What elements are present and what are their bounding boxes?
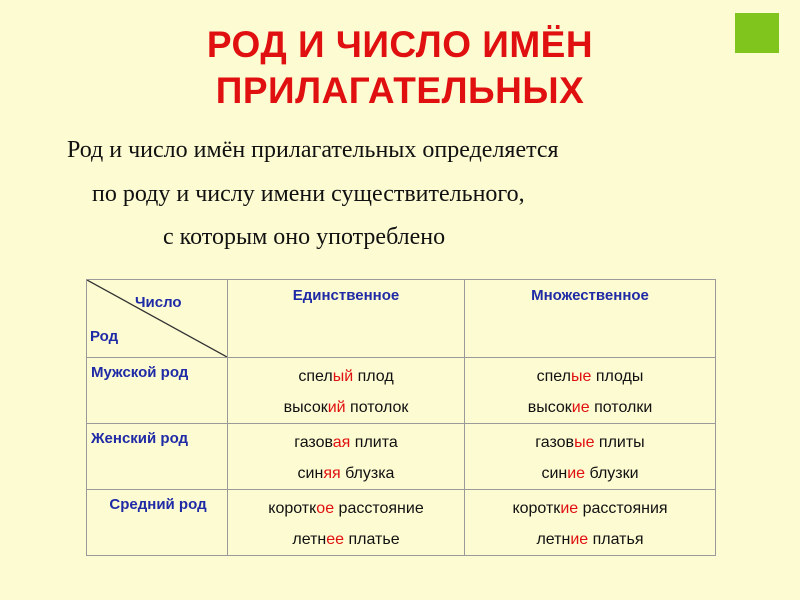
- adjective-ending: ие: [560, 500, 579, 517]
- cell-feminine-singular: [228, 424, 465, 490]
- example-phrase: синие блузки: [541, 465, 639, 482]
- table-corner-cell: [87, 280, 228, 358]
- page-title: [0, 22, 800, 114]
- row-label-feminine: Женский род: [87, 424, 228, 490]
- adjective-ending: ие: [567, 465, 586, 482]
- diagonal-divider: [87, 280, 227, 357]
- table-header-row: [87, 280, 716, 358]
- gender-number-table: [86, 279, 716, 556]
- corner-label-gender: Род: [90, 328, 119, 345]
- adjective-ending: яя: [323, 465, 341, 482]
- example-phrase: спелые плоды: [536, 368, 644, 385]
- example-phrase: летнее платье: [292, 531, 400, 548]
- corner-label-number: Число: [135, 294, 182, 311]
- cell-feminine-plural: [465, 424, 716, 490]
- example-phrase: высокий потолок: [283, 399, 409, 416]
- adjective-ending: ий: [327, 399, 346, 416]
- header-singular: Единственное: [228, 280, 465, 358]
- cell-neuter-plural: [465, 490, 716, 556]
- example-phrase: спелый плод: [298, 368, 394, 385]
- intro-line-2: по роду и числу имени существительного,: [92, 181, 525, 207]
- adjective-ending: ие: [571, 399, 590, 416]
- adjective-ending: ые: [570, 368, 592, 385]
- cell-masculine-plural: [465, 358, 716, 424]
- example-phrase: короткое расстояние: [268, 500, 424, 517]
- example-phrase: газовые плиты: [535, 434, 645, 451]
- header-plural: Множественное: [465, 280, 716, 358]
- row-label-masculine: Мужской род: [87, 358, 228, 424]
- title-line-1: РОД И ЧИСЛО ИМЁН: [206, 24, 594, 65]
- adjective-ending: ое: [316, 500, 335, 517]
- row-label-neuter: Средний род: [87, 490, 228, 556]
- cell-neuter-singular: [228, 490, 465, 556]
- cell-masculine-singular: [228, 358, 465, 424]
- adjective-ending: ие: [570, 531, 589, 548]
- example-phrase: короткие расстояния: [512, 500, 668, 517]
- adjective-ending: ый: [332, 368, 354, 385]
- table-row: [87, 358, 716, 424]
- table-row: [87, 424, 716, 490]
- title-line-2: ПРИЛАГАТЕЛЬНЫХ: [215, 70, 585, 111]
- example-phrase: летние платья: [536, 531, 644, 548]
- intro-line-1: Род и число имён прилагательных определяется: [67, 137, 559, 163]
- table-row: [87, 490, 716, 556]
- adjective-ending: ые: [574, 434, 595, 451]
- example-phrase: газовая плита: [294, 434, 398, 451]
- example-phrase: высокие потолки: [527, 399, 653, 416]
- intro-line-3: с которым оно употреблено: [163, 224, 446, 250]
- adjective-ending: ая: [332, 434, 351, 451]
- adjective-ending: ее: [326, 531, 345, 548]
- example-phrase: синяя блузка: [297, 465, 395, 482]
